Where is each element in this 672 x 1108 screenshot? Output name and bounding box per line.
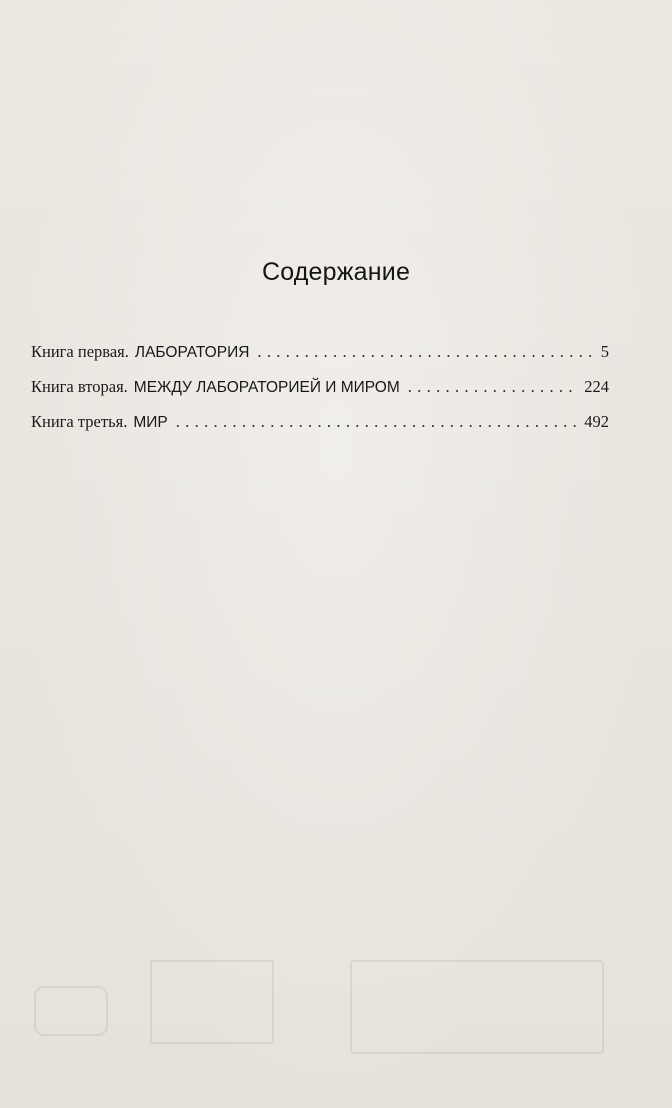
page-title: Содержание [261, 258, 411, 286]
bleed-through-badge [34, 986, 108, 1036]
toc-chapter-name: МЕЖДУ ЛАБОРАТОРИЕЙ И МИРОМ [133, 379, 400, 396]
table-of-contents [31, 342, 609, 447]
toc-chapter-name: ЛАБОРАТОРИЯ [134, 344, 250, 361]
toc-page-number: 224 [584, 377, 609, 396]
toc-leader-dots [408, 377, 579, 397]
toc-entry [31, 412, 609, 447]
toc-leader-dots [176, 412, 579, 432]
bleed-through-barcode [150, 960, 274, 1044]
toc-book-label: Книга третья. [31, 412, 128, 431]
toc-leader-dots [257, 342, 594, 362]
bleed-through-logo [350, 960, 604, 1054]
toc-book-label: Книга вторая. [31, 377, 128, 396]
toc-entry [31, 342, 609, 377]
toc-book-label: Книга первая. [31, 342, 129, 361]
toc-page-number: 492 [584, 412, 609, 431]
toc-chapter-name: МИР [133, 414, 168, 431]
toc-entry [31, 377, 609, 412]
toc-page-number: 5 [600, 342, 609, 361]
